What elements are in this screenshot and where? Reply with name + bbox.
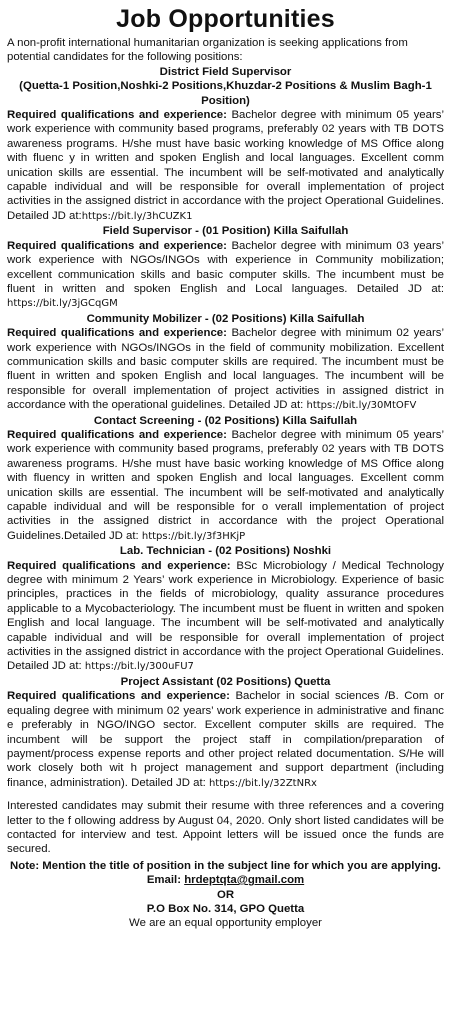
position-heading: Field Supervisor - (01 Position) Killa Saifullah	[102, 225, 349, 238]
application-instructions: Interested candidates may submit their resume with three references and a covering letter to the f ollowing address by August 04, 2020. Only short listed candidates will be contacted for interview and test. Appoint letters will be issued once the funds are secured.	[7, 800, 444, 856]
requirements-label: Required qualifications and experience:	[7, 428, 227, 441]
position-heading: Community Mobilizer - (02 Positions) Killa Saifullah	[86, 312, 365, 325]
position-6	[7, 675, 444, 791]
position-description	[7, 428, 444, 544]
position-description	[7, 689, 444, 791]
email-line	[7, 873, 444, 887]
equal-opportunity-statement: We are an equal opportunity employer	[129, 917, 322, 930]
or-separator: OR	[216, 888, 235, 901]
subject-line-note: Note: Mention the title of position in the subject line for which you are applying.	[10, 859, 441, 872]
requirements-label: Required qualifications and experience:	[7, 109, 227, 122]
position-1	[7, 65, 444, 224]
position-2	[7, 224, 444, 311]
position-description	[7, 559, 444, 675]
jd-link[interactable]: https://bit.ly/30MtOFV	[306, 400, 417, 412]
requirements-text: Bachelor in social sciences /B. Com or equaling degree with minimum 02 years’ work experience in administrative and financ e preferably in NGO/INGO sector. Excellent computer skills are required. The incumbent will be support the project staff in compilation/preparation of payment/process expense reports and other project related documentation. S/He will work closely both wit h project management and support department (including finance, administration). Detailed JD at:	[7, 690, 444, 789]
jd-link[interactable]: https://bit.ly/32ZtNRx	[208, 777, 317, 789]
page-title: Job Opportunities	[116, 5, 335, 33]
position-3	[7, 312, 444, 414]
position-description	[7, 326, 444, 413]
requirements-text: Bachelor degree with minimum 05 years’ work experience with community based programs, preferably 02 years with TB DOTS awareness programs. H/she must have basic working knowledge of MS Office along with fluenc y in written and spoken English and local languages. Excellent comm unication skills are essential. The incumbent will be self-motivated and analytically capable individual and will be responsible for overall implementation of project activities in the assigned district in accordance with the project Operational Guidelines. Detailed JD at:	[7, 109, 444, 222]
jd-link[interactable]: https://bit.ly/300uFU7	[84, 661, 194, 673]
position-5	[7, 544, 444, 675]
postal-address: P.O Box No. 314, GPO Quetta	[146, 902, 305, 915]
requirements-label: Required qualifications and experience:	[7, 559, 231, 572]
jd-link[interactable]: https://bit.ly/3jGCqGM	[7, 298, 118, 310]
jd-link[interactable]: https://bit.ly/3hCUZK1	[81, 210, 193, 222]
position-heading: District Field Supervisor	[159, 65, 292, 78]
position-description	[7, 239, 444, 312]
email-address[interactable]: hrdeptqta@gmail.com	[184, 874, 305, 887]
requirements-label: Required qualifications and experience:	[7, 327, 227, 340]
requirements-label: Required qualifications and experience:	[7, 690, 230, 703]
spacer	[7, 791, 444, 799]
requirements-text: Bachelor degree with minimum 03 years’ work experience with NGOs/INGOs with experience in Community mobilization; excellent communication skills and basic computer skills. The incumbent must be fluent in written and spoken English and Local languages. Detailed JD at:	[7, 239, 444, 295]
requirements-label: Required qualifications and experience:	[7, 239, 227, 252]
jd-link[interactable]: https://bit.ly/3f3HKjP	[141, 530, 246, 542]
position-locations: (Quetta-1 Position,Noshki-2 Positions,Khuzdar-2 Positions & Muslim Bagh-1 Position)	[19, 80, 432, 107]
requirements-text: BSc Microbiology / Medical Technology degree with minimum 2 Years’ work experience in Microbiology. Experience of basic principles, practices in the fields of microbiology, quality assurance procedures applicable to a Mycobacteriology. The incumbent must be fluent in written and spoken English and local language. The incumbent will be self-motivated and analytically capable individual and will be responsible for overall implementation of project activities in the assigned district in accordance with the project Operational Guidelines. Detailed JD at:	[7, 559, 444, 673]
email-label: Email:	[146, 874, 185, 887]
requirements-text: Bachelor degree with minimum 05 years’ work experience with community based programs, preferably 02 years with TB DOTS awareness programs. H/she must have basic working knowledge of MS Office along with fluency in written and spoken English and local languages. Excellent comm unication skills are essential. The incumbent will be self-motivated and analytically capable individual and will be responsible for o verall implementation of project activities in the assigned district in accordance with the project Operational Guidelines.Detailed JD at:	[7, 428, 444, 542]
intro-text: A non-profit international humanitarian organization is seeking applications from potential candidates for the following positions:	[7, 37, 408, 64]
position-heading: Lab. Technician - (02 Positions) Noshki	[119, 545, 332, 558]
position-heading: Contact Screening - (02 Positions) Killa Saifullah	[93, 414, 358, 427]
position-description	[7, 108, 444, 224]
position-heading: Project Assistant (02 Positions) Quetta	[120, 675, 331, 688]
requirements-text: Bachelor degree with minimum 02 years’ work experience with NGOs/INGOs in the field of community mobilization. Excellent communication skills and basic computer skills are required. The incumbent must be fluent in written and spoken English and local languages. The incumbent will be responsible for overall implementation of project activities in assigned district in accordance with the operational guidelines. Detailed JD at:	[7, 327, 444, 412]
position-4	[7, 414, 444, 545]
